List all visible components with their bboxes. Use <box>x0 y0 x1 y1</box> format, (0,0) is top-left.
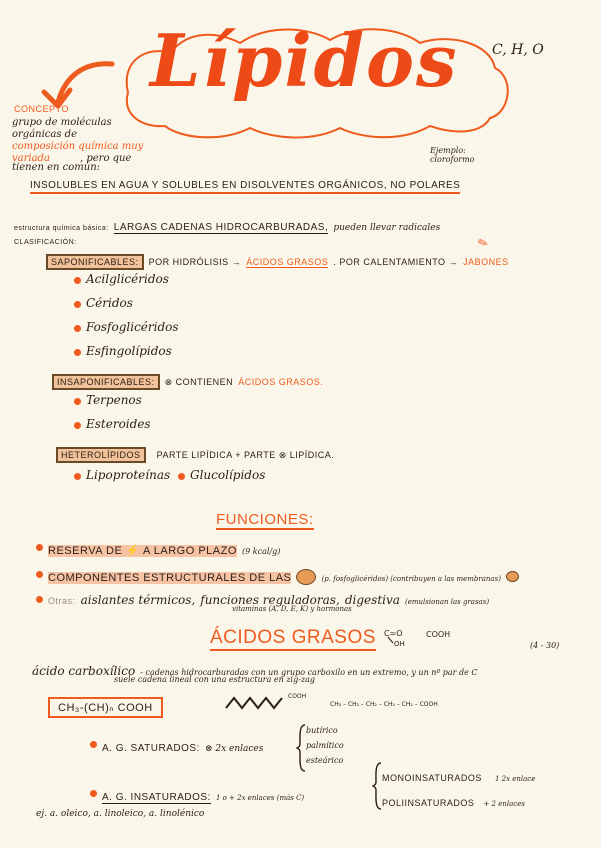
concepto-label: CONCEPTO <box>14 104 69 114</box>
bullet <box>74 473 81 480</box>
list-item: Terpenos <box>86 393 142 407</box>
saponificables-desc-b: ÁCIDOS GRASOS <box>246 257 329 267</box>
carboxyl-group-icon <box>382 627 414 649</box>
mono-note: 1 2x enlace <box>494 775 536 783</box>
concepto-line2: orgánicas de <box>12 129 77 140</box>
mono-label: MONOINSATURADOS <box>382 773 482 783</box>
funcion-3-b: funciones reguladoras, <box>200 593 340 607</box>
mono-row <box>382 766 535 785</box>
structure-core: LARGAS CADENAS HIDROCARBURADAS, <box>113 222 329 233</box>
cell-membrane-icon <box>296 569 316 585</box>
saturado-item: esteárico <box>306 756 344 765</box>
acidos-definition-2: suele cadena lineal con una estructura en zig-zag <box>114 675 316 684</box>
classification-label: CLASIFICACIÓN: <box>14 239 77 246</box>
funcion-2-text: COMPONENTES ESTRUCTURALES DE LAS <box>48 572 292 584</box>
acidos-formula: CH₃-(CH)ₙ COOH <box>48 697 163 718</box>
concepto-line4: tienen en común: <box>12 162 101 173</box>
list-item: Glucolípidos <box>190 468 266 482</box>
bullet <box>74 422 81 429</box>
svg-text:C=O: C=O <box>384 629 403 638</box>
bullet <box>36 571 43 578</box>
insaponificables-desc-b: ÁCIDOS GRASOS. <box>238 377 324 387</box>
concepto-line3: , pero que <box>80 153 132 164</box>
funcion-3-c: digestiva <box>344 593 400 607</box>
list-item: Céridos <box>86 296 133 310</box>
list-item: Fosfoglicéridos <box>86 320 179 334</box>
poli-note: + 2 enlaces <box>483 800 525 808</box>
funcion-2-note: (p. fosfoglicéridos) (contribuyen a las membranas) <box>321 575 501 583</box>
list-item: Acilglicéridos <box>86 272 169 286</box>
saturado-item: butírico <box>306 726 338 735</box>
insaponificables-row <box>52 370 323 389</box>
acidos-def-text1: - cadenas hidrocarburadas con un grupo carboxilo en un extremo, y un nº par de C <box>140 668 478 677</box>
saponificables-row <box>46 250 509 269</box>
brace-icon <box>296 724 306 772</box>
insaturados-label: A. G. INSATURADOS: <box>102 792 211 803</box>
heterolipidos-label: HETEROLÍPIDOS <box>56 447 146 463</box>
saturados-row <box>102 736 263 755</box>
heterolipidos-desc: PARTE LIPÍDICA + PARTE ⊗ LIPÍDICA. <box>156 450 335 460</box>
bullet <box>74 301 81 308</box>
structure-line <box>14 215 440 234</box>
page-title: Lípidos <box>150 18 459 103</box>
acidos-examples: ej. a. oleico, a. linoleico, a. linolénico <box>36 809 205 819</box>
bullet <box>36 596 43 603</box>
list-item: Esteroides <box>86 417 151 431</box>
structure-prefix: estructura química básica: <box>14 225 109 232</box>
insaponificables-label: INSAPONIFICABLES: <box>52 374 160 390</box>
side-note: Ejemplo: cloroformo <box>430 146 475 164</box>
bullet <box>74 325 81 332</box>
insaponificables-desc-a: ⊗ CONTIENEN <box>164 377 234 387</box>
bullet <box>74 349 81 356</box>
saturado-item: palmítico <box>306 741 344 750</box>
list-item: Esfingolípidos <box>86 344 172 358</box>
bullet <box>74 277 81 284</box>
zigzag-chain-icon <box>224 694 286 714</box>
formula-label: C, H, O <box>492 42 544 58</box>
zigzag-label: COOH <box>288 693 307 700</box>
funcion-3-a: aislantes térmicos, <box>80 593 196 607</box>
curved-arrow-icon <box>36 58 116 110</box>
saponificables-desc-c: . POR CALENTAMIENTO → <box>333 257 459 267</box>
saturados-label: A. G. SATURADOS: <box>102 743 200 754</box>
poli-label: POLIINSATURADOS <box>382 798 475 808</box>
concepto-highlight: composición química muy variada <box>12 141 144 164</box>
saponificables-desc-d: JABONES <box>463 257 509 267</box>
funcion-1-note: (9 kcal/g) <box>242 547 281 556</box>
saturados-note: ⊗ 2x enlaces <box>204 744 264 754</box>
brace-icon <box>372 762 382 810</box>
funcion-3-prefix: Otras: <box>48 596 76 606</box>
funciones-title: FUNCIONES: <box>216 511 314 528</box>
svg-text:OH: OH <box>394 640 405 648</box>
acidos-cooh: COOH <box>426 630 451 639</box>
saponificables-label: SAPONIFICABLES: <box>46 254 144 270</box>
acidos-def-term: ácido carboxílico <box>32 664 136 678</box>
funcion-3-sub: vitaminas (A, D, E, K) y hormonas <box>232 605 352 613</box>
poli-row <box>382 791 525 810</box>
acidos-range: (4 - 30) <box>530 641 560 650</box>
cell-membrane-icon <box>506 571 519 582</box>
saponificables-desc-a: POR HIDRÓLISIS → <box>148 257 242 267</box>
bullet <box>178 473 185 480</box>
bullet <box>74 398 81 405</box>
concepto-line1: grupo de moléculas <box>12 117 112 128</box>
funcion-3-note: (emulsionan las grasas) <box>405 598 490 606</box>
main-property: INSOLUBLES EN AGUA Y SOLUBLES EN DISOLVENTES ORGÁNICOS, NO POLARES <box>30 180 460 194</box>
insaturados-row <box>102 785 304 804</box>
chain-text: CH₃ – CH₂ – CH₂ – CH₂ – CH₂ – COOH <box>330 701 438 708</box>
list-item: Lipoproteínas <box>86 468 171 482</box>
funcion-1-text: RESERVA DE ⚡ A LARGO PLAZO <box>48 545 237 557</box>
structure-suffix: pueden llevar radicales <box>333 223 441 233</box>
pencil-icon: ✎ <box>475 234 491 252</box>
funcion-2 <box>48 566 519 585</box>
bullet <box>90 741 97 748</box>
heterolipidos-row <box>56 443 334 462</box>
insaturados-note: 1 o + 2x enlaces (más C) <box>215 794 305 802</box>
funcion-1 <box>48 539 280 558</box>
acidos-title: ÁCIDOS GRASOS <box>210 627 376 651</box>
bullet <box>90 790 97 797</box>
bullet <box>36 544 43 551</box>
